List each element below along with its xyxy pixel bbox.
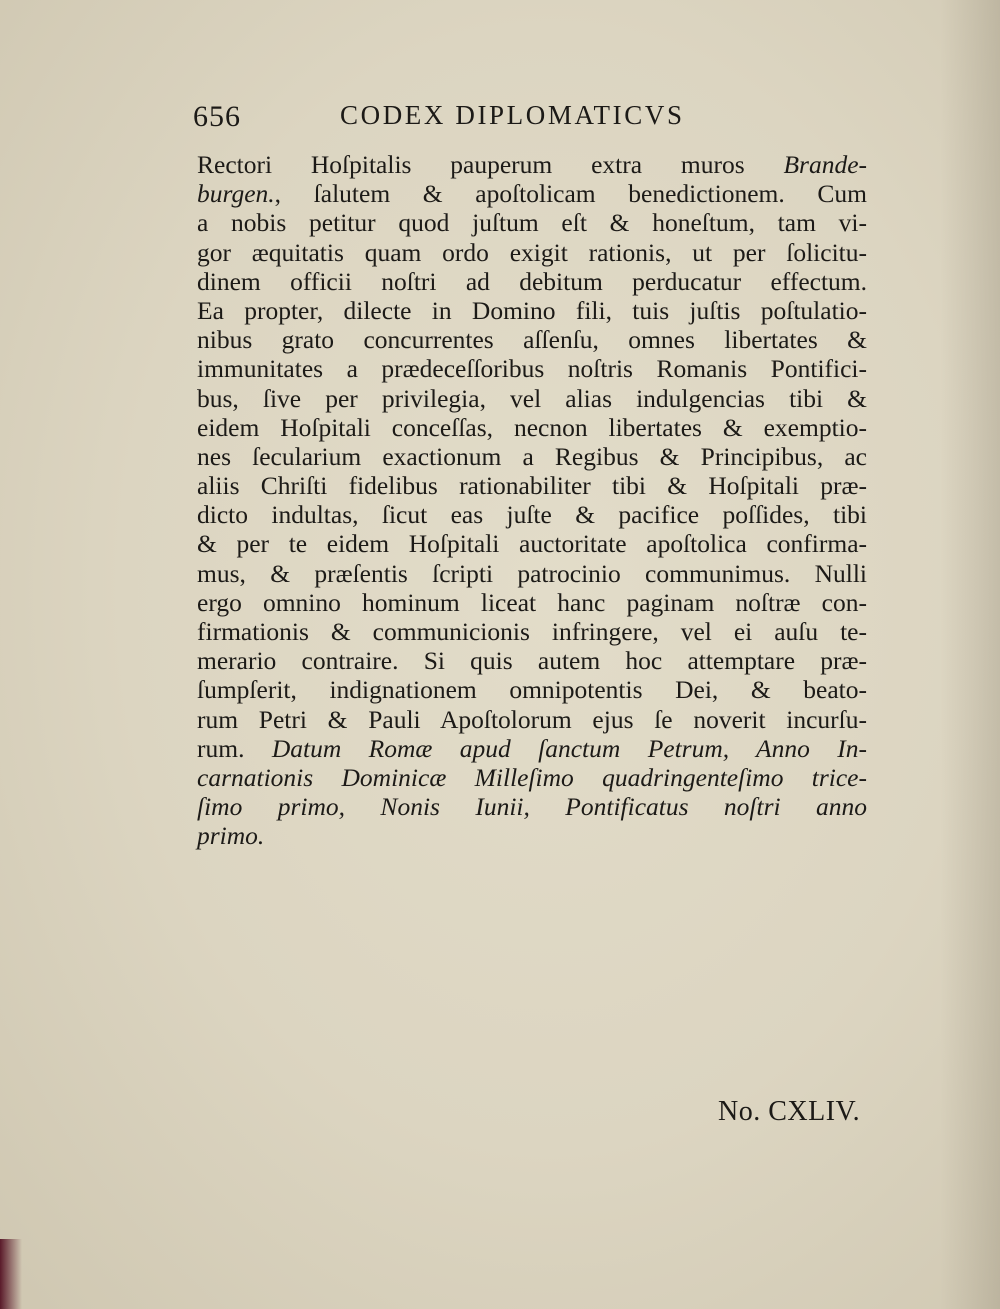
text-line: [197, 705, 867, 734]
roman-text: mus, & præſentis ſcripti patrocinio communimus. Nulli: [197, 558, 867, 588]
roman-text: Rectori Hoſpitalis pauperum extra muros: [197, 150, 784, 179]
text-line: [197, 208, 867, 237]
text-line: [197, 179, 867, 208]
running-title: CODEX DIPLOMATICVS: [340, 100, 685, 130]
page-header: [193, 100, 873, 140]
roman-text: ergo omnino hominum liceat hanc paginam noſtræ con-: [197, 587, 867, 617]
text-line: [197, 354, 867, 383]
text-line: [197, 413, 867, 442]
roman-text: aliis Chriſti fidelibus rationabiliter tibi & Hoſpitali præ-: [197, 471, 867, 501]
roman-text: dinem officii noſtri ad debitum perducatur effectum.: [197, 266, 867, 296]
page-number: 656: [193, 100, 241, 133]
document-body: [197, 150, 867, 851]
text-line: [197, 471, 867, 500]
text-line: [197, 296, 867, 325]
roman-text: nes ſecularium exactionum a Regibus & Principibus, ac: [197, 441, 867, 471]
text-line: [197, 588, 867, 617]
text-line: [197, 763, 867, 792]
text-line: [197, 529, 867, 558]
italic-text: Datum Romæ apud ſanctum Petrum, Anno In-: [271, 733, 867, 763]
text-line: [197, 325, 867, 354]
text-line: [197, 500, 867, 529]
text-line: [197, 675, 867, 704]
roman-text: a nobis petitur quod juſtum eſt & honeſtum, tam vi-: [197, 208, 867, 238]
text-line: [197, 238, 867, 267]
roman-text: nibus grato concurrentes aſſenſu, omnes libertates &: [197, 325, 867, 355]
roman-text: gor æquitatis quam ordo exigit rationis, ut per ſolicitu-: [197, 237, 867, 267]
text-line: [197, 442, 867, 471]
roman-text: ſumpſerit, indignationem omnipotentis Dei, & beato-: [197, 675, 867, 705]
roman-text: & per te eidem Hoſpitali auctoritate apoſtolica confirma-: [197, 529, 867, 559]
text-line: [197, 792, 867, 821]
roman-text: Ea propter, dilecte in Domino fili, tuis juſtis poſtulatio-: [197, 295, 867, 325]
roman-text: merario contraire. Si quis autem hoc attemptare præ-: [197, 646, 867, 676]
roman-text: firmationis & communicionis infringere, vel ei auſu te-: [197, 617, 867, 646]
catchword: No. CXLIV.: [718, 1096, 861, 1127]
italic-text: burgen.: [197, 179, 275, 209]
italic-text: primo.: [197, 821, 265, 851]
italic-text: carnationis Dominicæ Milleſimo quadringenteſimo trice-: [197, 762, 867, 792]
italic-text: Brande-: [783, 150, 867, 179]
text-line: [197, 617, 867, 646]
roman-text: , ſalutem & apoſtolicam benedictionem. Cum: [274, 179, 867, 209]
roman-text: bus, ſive per privilegia, vel alias indulgencias tibi &: [197, 383, 867, 413]
text-line: [197, 821, 867, 850]
text-line: [197, 559, 867, 588]
text-line: [197, 150, 867, 179]
text-line: [197, 384, 867, 413]
text-line: [197, 646, 867, 675]
roman-text: rum.: [197, 733, 272, 763]
roman-text: rum Petri & Pauli Apoſtolorum ejus ſe noverit incurſu-: [197, 704, 867, 734]
binding-edge-mark: [0, 1239, 22, 1309]
page-edge-shadow: [940, 0, 1000, 1309]
roman-text: immunitates a prædeceſſoribus noſtris Romanis Pontifici-: [197, 354, 867, 384]
text-line: [197, 734, 867, 763]
text-line: [197, 267, 867, 296]
roman-text: dicto indultas, ſicut eas juſte & pacifice poſſides, tibi: [197, 500, 867, 530]
italic-text: ſimo primo, Nonis Iunii, Pontificatus noſtri anno: [197, 792, 867, 822]
roman-text: eidem Hoſpitali conceſſas, necnon libertates & exemptio-: [197, 412, 867, 442]
